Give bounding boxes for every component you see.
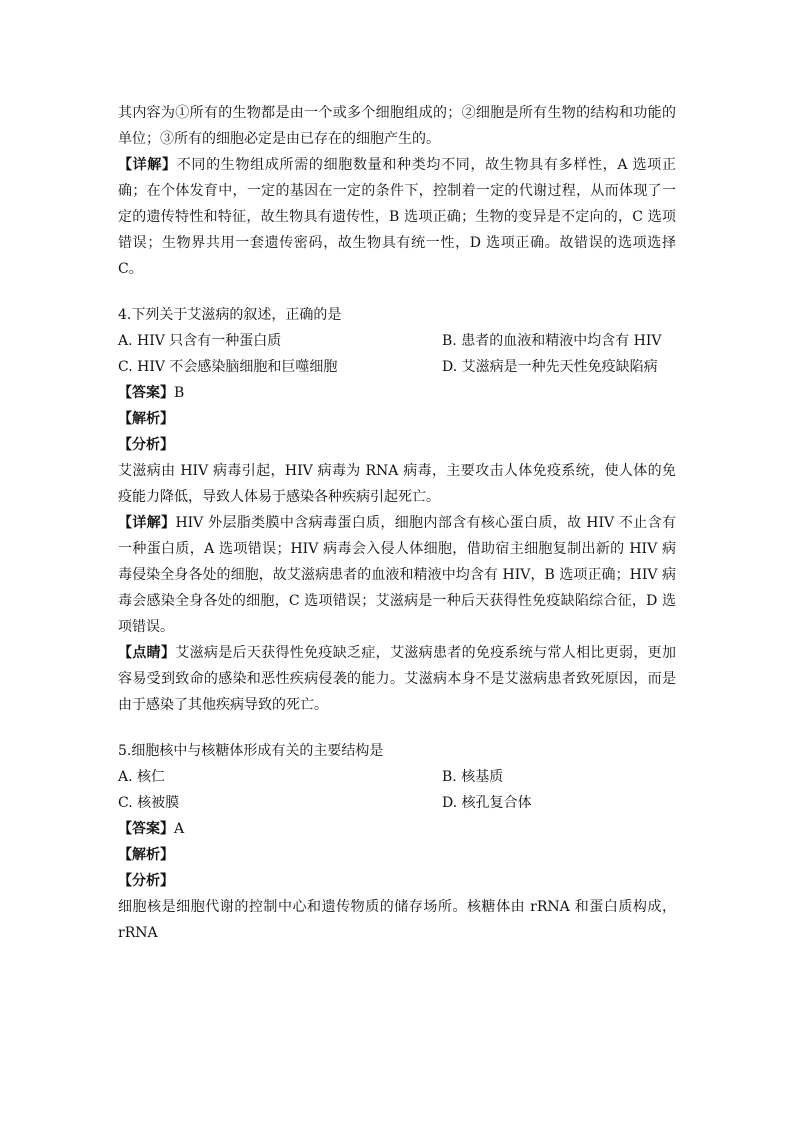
detail-text: HIV 外层脂类膜中含病毒蛋白质，细胞内部含有核心蛋白质，故 HIV 不止含有一种蛋白质，A 选项错误；HIV 病毒会入侵人体细胞，借助宿主细胞复制出新的 HIV 病毒侵染全身各处的细胞，故艾滋病患者的血液和精液中均含有 HIV，B 选项正确；HIV 病毒会感染全身各处的细胞，C 选项错误；艾滋病是一种后天获得性免疫缺陷综合征，D 选项错误。	[118, 515, 676, 635]
detail-label: 【详解】	[118, 515, 176, 531]
section-gap	[118, 718, 676, 738]
q5-option-b: B. 核基质	[442, 769, 504, 785]
q3-detail-paragraph	[118, 152, 676, 282]
q4-options	[118, 328, 676, 380]
tip-label: 【点睛】	[118, 645, 176, 661]
q4-option-b: B. 患者的血液和精液中均含有 HIV	[442, 333, 662, 349]
q5-options	[118, 764, 676, 816]
answer-label: 【答案】	[118, 821, 174, 837]
answer-label: 【答案】	[118, 385, 174, 401]
q4-detail-paragraph	[118, 510, 676, 640]
q4-option-a: A. HIV 只含有一种蛋白质	[118, 333, 282, 349]
tip-text: 艾滋病是后天获得性免疫缺乏症，艾滋病患者的免疫系统与常人相比更弱，更加容易受到致命的感染和恶性疾病侵袭的能力。艾滋病本身不是艾滋病患者致死原因，而是由于感染了其他疾病导致的死亡。	[118, 645, 677, 713]
q5-analysis-label: 【解析】	[118, 847, 174, 863]
answer-value: A	[174, 821, 185, 837]
section-gap	[118, 282, 676, 302]
q4-tip-paragraph	[118, 640, 676, 718]
q4-analysis-sub-label: 【分析】	[118, 437, 174, 453]
answer-value: B	[174, 385, 185, 401]
detail-text: 不同的生物组成所需的细胞数量和种类均不同，故生物具有多样性，A 选项正确；在个体发育中，一定的基因在一定的条件下，控制着一定的代谢过程，从而体现了一定的遗传特性和特征，故生物具有遗传性，B 选项正确；生物的变异是不定向的，C 选项错误；生物界共用一套遗传密码，故生物具有统一性，D 选项正确。故错误的选项选择 C。	[118, 157, 676, 277]
q4-stem: 4.下列关于艾滋病的叙述，正确的是	[118, 307, 342, 323]
detail-label: 【详解】	[118, 157, 177, 173]
q5-option-d: D. 核孔复合体	[442, 795, 532, 811]
document-page	[118, 100, 676, 946]
q4-analysis-text: 艾滋病由 HIV 病毒引起，HIV 病毒为 RNA 病毒，主要攻击人体免疫系统，使人体的免疫能力降低，导致人体易于感染各种疾病引起死亡。	[118, 463, 676, 505]
q5-analysis-sub-label: 【分析】	[118, 873, 174, 889]
q4-analysis-label: 【解析】	[118, 411, 174, 427]
q4-answer	[118, 380, 676, 406]
q5-option-a: A. 核仁	[118, 769, 166, 785]
q4-option-d: D. 艾滋病是一种先天性免疫缺陷病	[442, 359, 658, 375]
intro-paragraph: 其内容为①所有的生物都是由一个或多个细胞组成的；②细胞是所有生物的结构和功能的单位；③所有的细胞必定是由已存在的细胞产生的。	[118, 105, 676, 147]
q5-analysis-text: 细胞核是细胞代谢的控制中心和遗传物质的储存场所。核糖体由 rRNA 和蛋白质构成，rRNA	[118, 899, 676, 941]
q4-option-c: C. HIV 不会感染脑细胞和巨噬细胞	[118, 359, 338, 375]
q5-stem: 5.细胞核中与核糖体形成有关的主要结构是	[118, 743, 384, 759]
q5-answer	[118, 816, 676, 842]
q5-option-c: C. 核被膜	[118, 795, 180, 811]
